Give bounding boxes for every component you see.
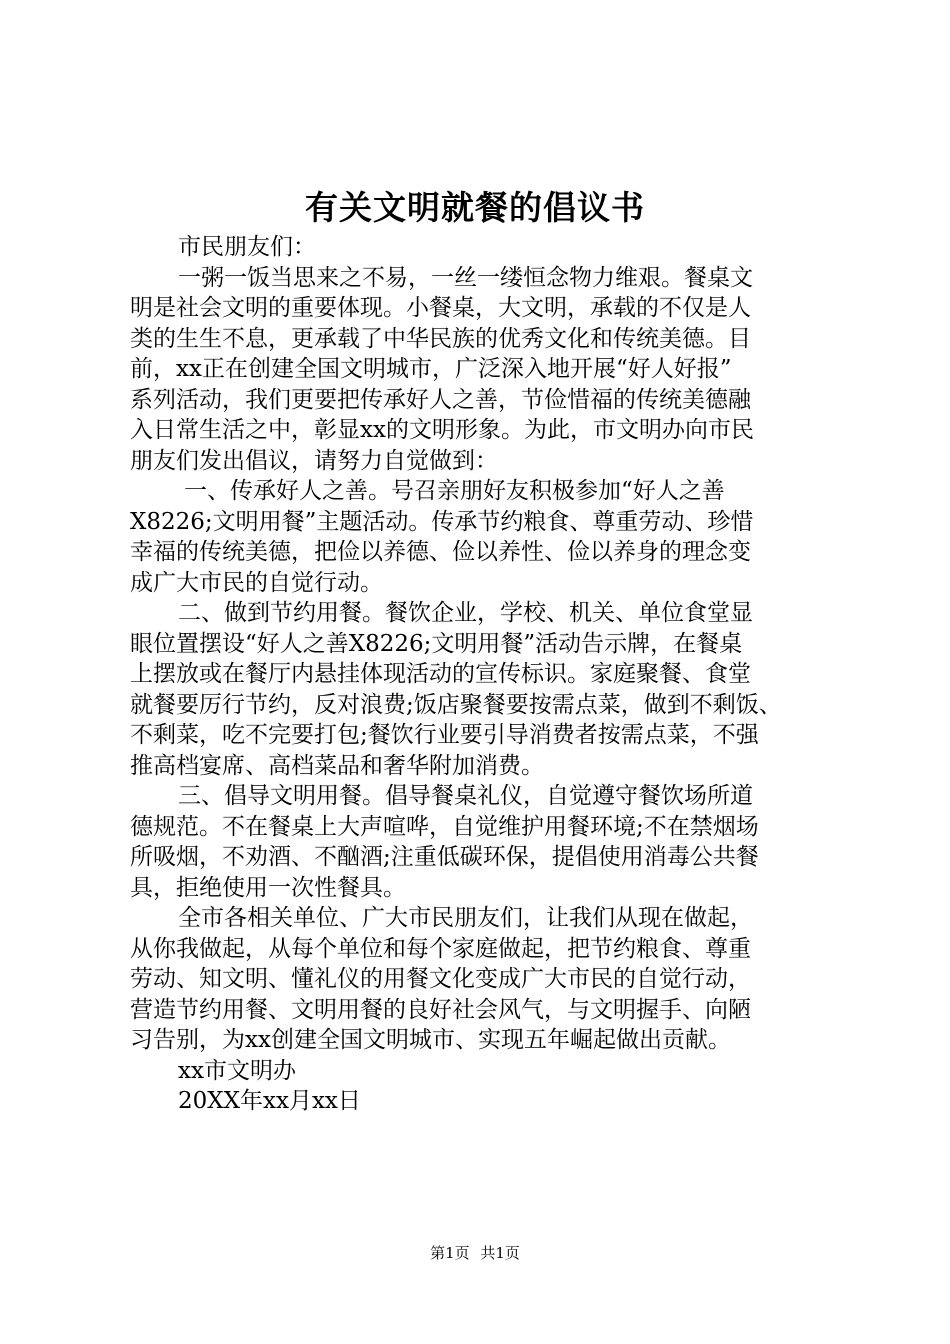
body-line: 不剩菜，吃不完要打包;餐饮行业要引导消费者按需点菜，不强 bbox=[130, 722, 759, 748]
body-line: 一粥一饭当思来之不易，一丝一缕恒念物力维艰。餐桌文 bbox=[178, 264, 753, 291]
body-line: 朋友们发出倡议，请努力自觉做到： bbox=[130, 447, 498, 474]
body-line: 类的生生不息，更承载了中华民族的优秀文化和传统美德。目 bbox=[130, 325, 751, 352]
body-line: 劳动、知文明、懂礼仪的用餐文化变成广大市民的自觉行动， bbox=[130, 966, 751, 992]
body-line: 20XX年xx月xx日 bbox=[178, 1088, 361, 1114]
body-line: 所吸烟，不劝酒、不酗酒;注重低碳环保，提倡使用消毒公共餐 bbox=[130, 844, 759, 870]
body-line: 营造节约用餐、文明用餐的良好社会风气，与文明握手、向陋 bbox=[130, 996, 751, 1023]
body-line: 市民朋友们： bbox=[178, 234, 316, 260]
body-line: xx市文明办 bbox=[178, 1057, 296, 1084]
body-line: 二、做到节约用餐。餐饮企业，学校、机关、单位食堂显 bbox=[178, 600, 753, 626]
body-line: 从你我做起，从每个单位和每个家庭做起，把节约粮食、尊重 bbox=[130, 935, 751, 962]
document-body bbox=[130, 232, 830, 1117]
body-line: 三、倡导文明用餐。倡导餐桌礼仪，自觉遵守餐饮场所道 bbox=[178, 783, 753, 809]
body-line: 习告别，为xx创建全国文明城市、实现五年崛起做出贡献。 bbox=[130, 1027, 731, 1053]
body-line: 明是社会文明的重要体现。小餐桌，大文明，承载的不仅是人 bbox=[130, 295, 751, 321]
body-line: 就餐要厉行节约，反对浪费;饭店聚餐要按需点菜，做到不剩饭、 bbox=[130, 691, 782, 718]
body-line: 成广大市民的自觉行动。 bbox=[130, 569, 383, 596]
body-line: 系列活动，我们更要把传承好人之善，节俭惜福的传统美德融 bbox=[130, 386, 751, 413]
body-line: 全市各相关单位、广大市民朋友们，让我们从现在做起， bbox=[178, 905, 753, 931]
document-title: 有关文明就餐的倡议书 bbox=[305, 188, 645, 227]
body-line: X8226;文明用餐”主题活动。传承节约粮食、尊重劳动、珍惜 bbox=[130, 508, 754, 535]
body-line: 入日常生活之中，彰显xx的文明形象。为此，市文明办向市民 bbox=[130, 417, 754, 443]
body-line: 前，xx正在创建全国文明城市，广泛深入地开展“好人好报” bbox=[130, 356, 732, 382]
body-line: 具，拒绝使用一次性餐具。 bbox=[130, 874, 406, 901]
body-line: 上摆放或在餐厅内悬挂体现活动的宣传标识。家庭聚餐、食堂 bbox=[130, 661, 751, 687]
page-footer: 第1页 共1页 bbox=[430, 1244, 520, 1262]
body-line: 德规范。不在餐桌上大声喧哗，自觉维护用餐环境;不在禁烟场 bbox=[130, 813, 759, 840]
body-line: 幸福的传统美德，把俭以养德、俭以养性、俭以养身的理念变 bbox=[130, 539, 751, 565]
body-line: 推高档宴席、高档菜品和奢华附加消费。 bbox=[130, 752, 544, 779]
body-line: 一、传承好人之善。号召亲朋好友积极参加“好人之善 bbox=[184, 478, 725, 504]
body-line: 眼位置摆设“好人之善X8226;文明用餐”活动告示牌，在餐桌 bbox=[130, 630, 743, 657]
